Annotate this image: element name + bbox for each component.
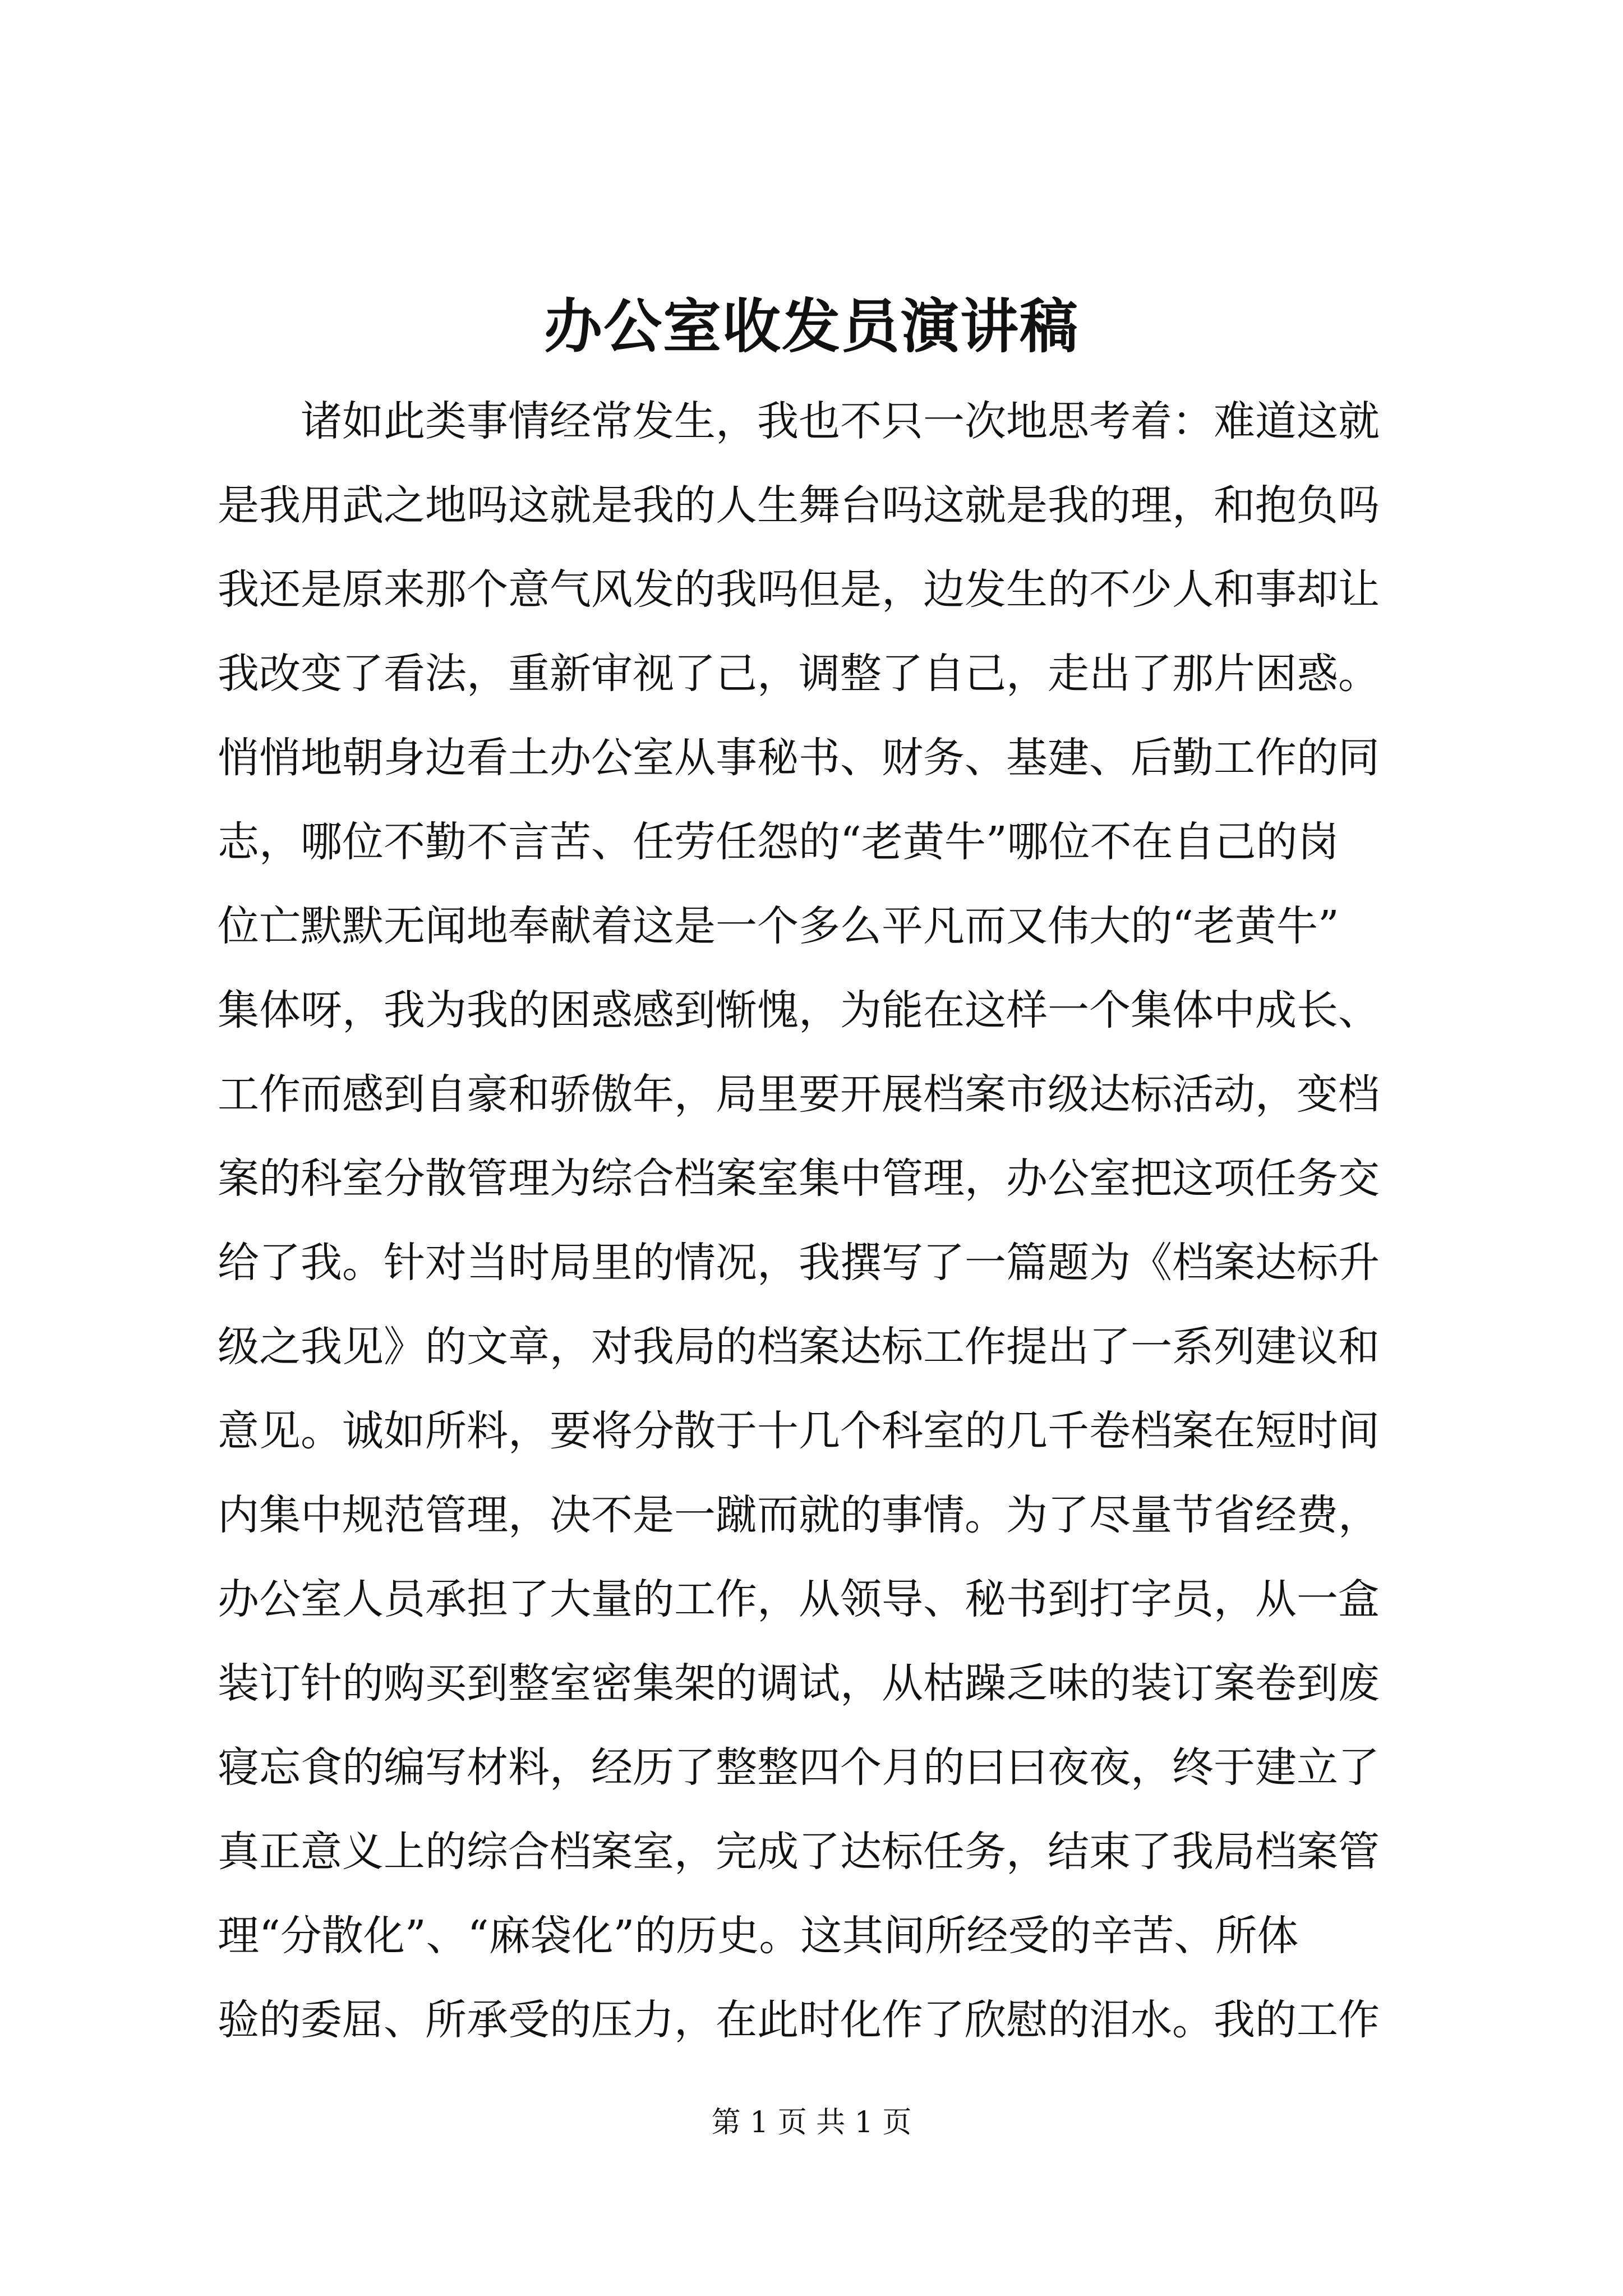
body-line: 内集中规范管理，决不是一蹴而就的事情。为了尽量节省经费， (218, 1491, 1380, 1539)
body-line: 意见。诚如所料，要将分散于十几个科室的几千卷档案在短时间 (218, 1407, 1380, 1455)
body-line: 真正意义上的综合档案室，完成了达标任务，结束了我局档案管 (218, 1828, 1380, 1876)
body-line: 验的委屈、所承受的压力，在此时化作了欣慰的泪水。我的工作 (218, 1996, 1380, 2044)
body-line: 装订针的购买到整室密集架的调试，从枯躁乏味的装订案卷到废 (218, 1659, 1380, 1708)
page-number-footer: 第 1 页 共 1 页 (711, 2106, 912, 2139)
body-line: 理“分散化”、“麻袋化”的历史。这其间所经受的辛苦、所体 (218, 1912, 1299, 1960)
document-body (218, 379, 1421, 2062)
body-line: 志，哪位不勤不言苦、任劳任怨的“老黄牛”哪位不在自己的岗 (218, 818, 1339, 866)
body-line: 级之我见》的文章，对我局的档案达标工作提出了一系列建议和 (218, 1323, 1380, 1371)
body-line: 悄悄地朝身边看土办公室从事秘书、财务、基建、后勤工作的同 (218, 734, 1380, 782)
body-line: 案的科室分散管理为综合档案室集中管理，办公室把这项任务交 (218, 1154, 1380, 1203)
body-line: 集体呀，我为我的困惑感到惭愧，为能在这样一个集体中成长、 (218, 986, 1380, 1034)
body-line: 诸如此类事情经常发生，我也不只一次地思考着：难道这就 (218, 397, 1380, 445)
body-line: 我改变了看法，重新审视了己，调整了自己，走出了那片困惑。 (218, 650, 1380, 698)
body-line: 是我用武之地吗这就是我的人生舞台吗这就是我的理，和抱负吗 (218, 481, 1380, 530)
body-line: 寝忘食的编写材料，经历了整整四个月的曰曰夜夜，终于建立了 (218, 1743, 1380, 1792)
document-title: 办公室收发员演讲稿 (543, 292, 1079, 361)
body-line: 办公室人员承担了大量的工作，从领导、秘书到打字员，从一盒 (218, 1575, 1380, 1623)
body-line: 我还是原来那个意气风发的我吗但是，边发生的不少人和事却让 (218, 565, 1380, 614)
body-line: 工作而感到自豪和骄傲年，局里要开展档案市级达标活动，变档 (218, 1070, 1380, 1119)
body-line: 给了我。针对当时局里的情况，我撰写了一篇题为《档案达标升 (218, 1239, 1380, 1287)
body-line: 位亡默默无闻地奉献着这是一个多么平凡而又伟大的“老黄牛” (218, 902, 1339, 950)
